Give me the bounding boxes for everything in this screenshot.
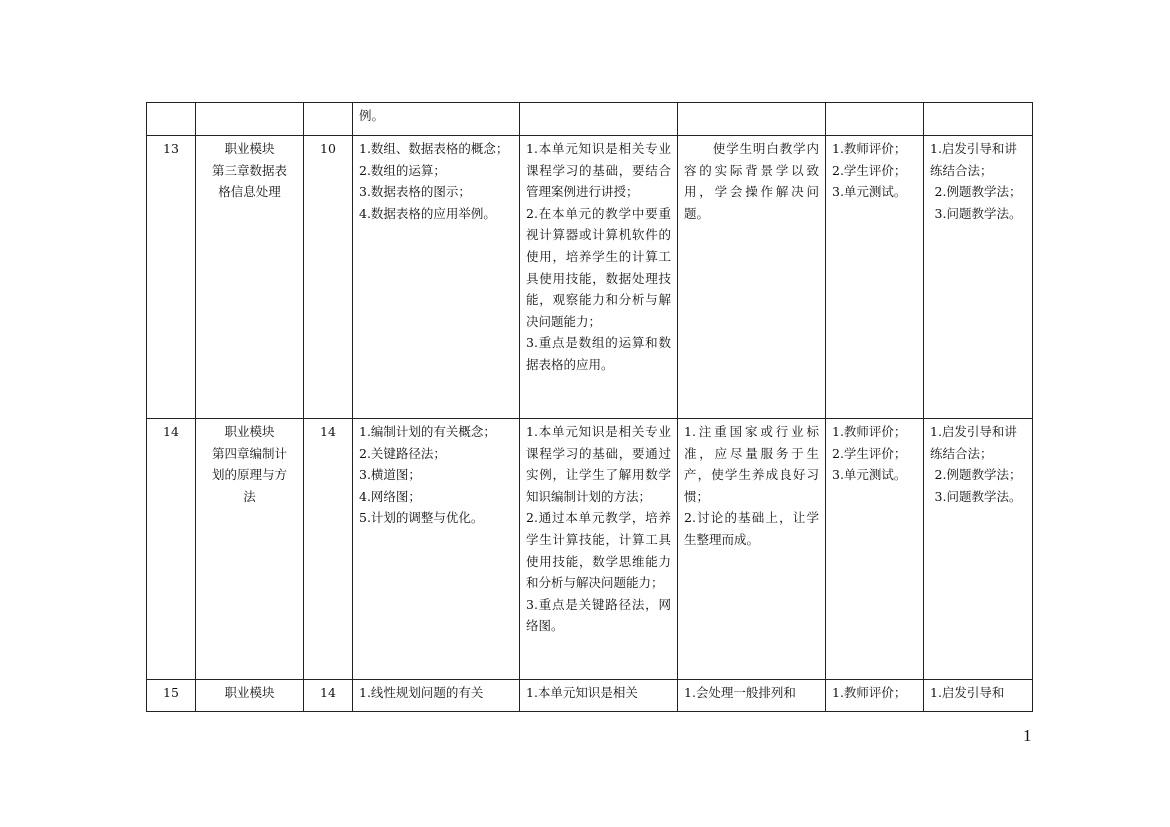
syllabus-table: [146, 102, 1033, 712]
method-item: 3.问题教学法。: [934, 205, 1022, 221]
cell-goals: [678, 419, 826, 680]
cell-goals: [678, 136, 826, 419]
cell-num: 15: [147, 680, 196, 712]
title-line: 第四章编制计: [211, 445, 287, 461]
requirement-item: 1.本单元知识是相关专业课程学习的基础，要结合管理案例进行讲授；: [526, 141, 671, 200]
cell-goals: [678, 103, 826, 136]
requirement-item: 3.重点是数组的运算和数据表格的应用。: [526, 335, 671, 372]
cell-requirements: 1.本单元知识是相关: [520, 680, 678, 712]
content-item: 1.编制计划的有关概念；: [359, 424, 496, 439]
cell-assessment: [826, 136, 924, 419]
cell-methods: [924, 136, 1033, 419]
content-item: 4.网络图；: [359, 488, 421, 504]
requirement-item: 3.重点是关键路径法，网络图。: [526, 596, 671, 634]
table-row: [147, 680, 1033, 712]
cell-goals: 1.会处理一般排列和: [678, 680, 826, 712]
cell-content: 1.线性规划问题的有关: [353, 680, 520, 712]
cell-requirements: [520, 419, 678, 680]
requirement-item: 2.通过本单元教学，培养学生计算技能，计算工具使用技能，数学思维能力和分析与解决问题能力；: [526, 510, 671, 591]
cell-hours: [304, 103, 353, 136]
content-item: 1.数组、数据表格的概念；: [359, 141, 509, 156]
title-line: 格信息处理: [218, 184, 281, 200]
content-item: 2.数组的运算；: [359, 162, 446, 178]
cell-content: [353, 136, 520, 419]
title-line: 法: [243, 488, 256, 504]
cell-hours: 10: [304, 136, 353, 419]
cell-requirements: [520, 136, 678, 419]
cell-requirements: [520, 103, 678, 136]
cell-num: 13: [147, 136, 196, 419]
goal-item: 1.注重国家或行业标准，应尽量服务于生产，使学生养成良好习惯；: [684, 424, 819, 504]
cell-num: [147, 103, 196, 136]
cell-methods: [924, 419, 1033, 680]
method-item: 1.启发引导和讲练结合法；: [930, 141, 1017, 178]
content-item: 4.数据表格的应用举例。: [359, 205, 496, 221]
goal-item: 使学生明白教学内容的实际背景学以致用，学会操作解决问题。: [684, 141, 819, 221]
content-item: 5.计划的调整与优化。: [359, 510, 484, 526]
assessment-item: 2.学生评价；: [832, 162, 907, 178]
cell-content: 例。: [353, 103, 520, 136]
content-item: 3.数据表格的图示；: [359, 184, 471, 200]
cell-assessment: 1.教师评价；: [826, 680, 924, 712]
cell-methods: [924, 103, 1033, 136]
table-row: [147, 136, 1033, 419]
assessment-item: 1.教师评价；: [832, 424, 907, 439]
method-item: 1.启发引导和讲练结合法；: [930, 424, 1017, 461]
cell-title: [196, 136, 304, 419]
title-line: 职业模块: [224, 141, 275, 156]
assessment-item: 1.教师评价；: [832, 141, 907, 156]
method-item: 3.问题教学法。: [934, 488, 1022, 504]
cell-num: 14: [147, 419, 196, 680]
title-line: 划的原理与方: [211, 467, 287, 483]
assessment-item: 3.单元测试。: [832, 467, 907, 483]
cell-hours: 14: [304, 680, 353, 712]
assessment-item: 3.单元测试。: [832, 184, 907, 200]
title-line: 第三章数据表: [211, 162, 287, 178]
cell-title: 职业模块: [196, 680, 304, 712]
content-item: 2.关键路径法；: [359, 445, 446, 461]
cell-assessment: [826, 103, 924, 136]
method-item: 2.例题教学法；: [934, 467, 1022, 483]
cell-title: [196, 419, 304, 680]
cell-methods: 1.启发引导和: [924, 680, 1033, 712]
requirement-item: 2.在本单元的教学中要重视计算器或计算机软件的使用，培养学生的计算工具使用技能，数据处理技能，观察能力和分析与解决问题能力；: [526, 205, 671, 329]
method-item: 2.例题教学法；: [934, 184, 1022, 200]
table-row: [147, 103, 1033, 136]
goal-item: 2.讨论的基础上，让学生整理而成。: [684, 510, 819, 547]
title-line: 职业模块: [224, 424, 275, 439]
cell-title: [196, 103, 304, 136]
cell-hours: 14: [304, 419, 353, 680]
content-item: 3.横道图；: [359, 467, 421, 483]
requirement-item: 1.本单元知识是相关专业课程学习的基础，要通过实例，让学生了解用数学知识编制计划的方法；: [526, 424, 671, 504]
assessment-item: 2.学生评价；: [832, 445, 907, 461]
cell-content: [353, 419, 520, 680]
table-row: [147, 419, 1033, 680]
page-number: 1: [1023, 726, 1032, 745]
cell-assessment: [826, 419, 924, 680]
